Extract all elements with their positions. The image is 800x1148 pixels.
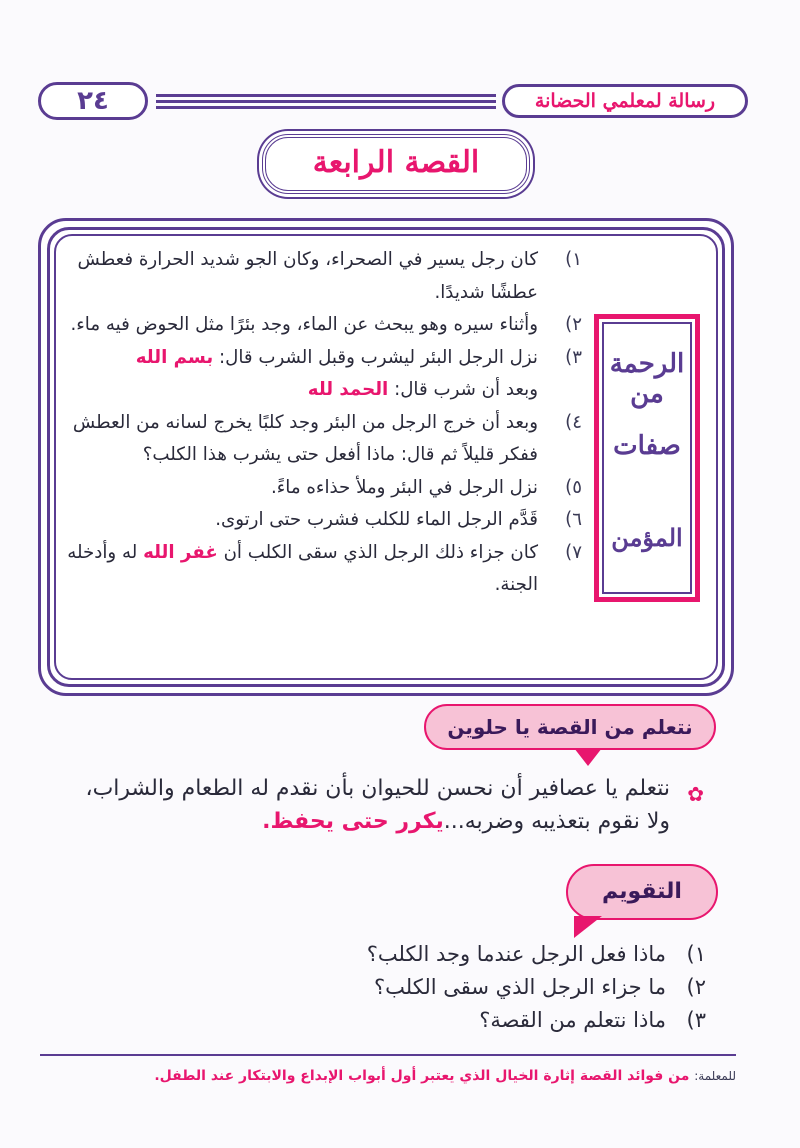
item-text: قَدَّم الرجل الماء للكلب فشرب حتى ارتوى. — [215, 509, 538, 530]
evaluation-title: التقويم — [602, 879, 682, 904]
story-title: القصة الرابعة — [262, 134, 530, 194]
side-title-line: الرحمة من — [609, 349, 685, 409]
question-number: ١) — [686, 942, 706, 966]
item-text: له وأدخله الجنة. — [67, 541, 538, 595]
story-item — [66, 342, 582, 407]
lesson-paragraph — [72, 772, 704, 838]
highlight-hamd: الحمد لله — [307, 379, 389, 400]
item-number: ٤) — [565, 411, 582, 433]
evaluation-questions — [360, 938, 706, 1037]
question-number: ٢) — [686, 975, 706, 999]
speech-tail — [574, 748, 602, 766]
story-item — [66, 309, 582, 342]
flower-icon: ✿ — [687, 782, 704, 806]
item-number: ٣) — [565, 346, 582, 368]
item-text: وبعد أن شرب قال: — [394, 379, 538, 400]
highlight-basmala: بسم الله — [135, 346, 214, 368]
story-item — [66, 537, 582, 602]
teacher-note-text: من فوائد القصة إثارة الخيال الذي يعتبر أول أبواب الإبداع والابتكار عند الطفل. — [154, 1068, 690, 1084]
item-text: كان رجل يسير في الصحراء، وكان الجو شديد الحرارة فعطش عطشًا شديدًا. — [77, 249, 538, 303]
side-title-box — [594, 314, 700, 602]
item-number: ٦) — [565, 509, 582, 530]
item-text: نزل الرجل في البئر وملأ حذاءه ماءً. — [270, 476, 538, 498]
page-number: ٢٤ — [38, 82, 148, 120]
lesson-text: نتعلم يا عصافير أن نحسن للحيوان بأن نقدم له الطعام والشراب، ولا نقوم بتعذيبه وضربه... — [85, 776, 670, 834]
item-number: ١) — [565, 249, 582, 270]
header-rail — [156, 100, 496, 103]
teacher-note-label: للمعلمة: — [694, 1069, 736, 1083]
item-text: نزل الرجل البئر ليشرب وقبل الشرب قال: — [219, 346, 538, 368]
item-number: ٢) — [565, 314, 582, 335]
side-title-line: المؤمن — [611, 523, 683, 552]
question-item — [360, 1004, 706, 1037]
header-rail — [156, 94, 496, 97]
question-number: ٣) — [686, 1008, 706, 1032]
story-item — [66, 407, 582, 472]
story-items — [66, 244, 582, 602]
story-item — [66, 472, 582, 505]
evaluation-bubble — [566, 864, 718, 920]
question-item — [360, 938, 706, 971]
lesson-banner — [424, 704, 716, 750]
question-item — [360, 971, 706, 1004]
story-item — [66, 504, 582, 537]
speech-tail — [574, 916, 602, 938]
teacher-note — [40, 1068, 736, 1084]
item-number: ٥) — [565, 476, 582, 498]
item-text: وأثناء سيره وهو يبحث عن الماء، وجد بئرًا مثل الحوض فيه ماء. — [70, 314, 538, 335]
lesson-text-block — [72, 772, 704, 838]
question-text: ما جزاء الرجل الذي سقى الكلب؟ — [374, 975, 666, 999]
header-rail — [156, 106, 496, 109]
lesson-highlight: يكرر حتى يحفظ. — [262, 809, 444, 834]
page-header — [38, 82, 748, 122]
lesson-banner-text: نتعلم من القصة يا حلوين — [447, 715, 693, 739]
side-title-line: صفات — [613, 431, 681, 461]
item-number: ٧) — [565, 541, 582, 563]
question-text: ماذا فعل الرجل عندما وجد الكلب؟ — [366, 942, 666, 966]
highlight-ghafara: غفر الله — [143, 541, 218, 563]
question-text: ماذا نتعلم من القصة؟ — [479, 1008, 666, 1032]
footer-divider — [40, 1054, 736, 1056]
book-title: رسالة لمعلمي الحضانة — [502, 84, 748, 118]
story-item — [66, 244, 582, 309]
item-text: وبعد أن خرج الرجل من البئر وجد كلبًا يخرج لسانه من العطش ففكر قليلاً ثم قال: ماذا أفعل حتى يشرب هذا الكلب؟ — [72, 411, 538, 465]
item-text: كان جزاء ذلك الرجل الذي سقى الكلب أن — [223, 541, 538, 563]
